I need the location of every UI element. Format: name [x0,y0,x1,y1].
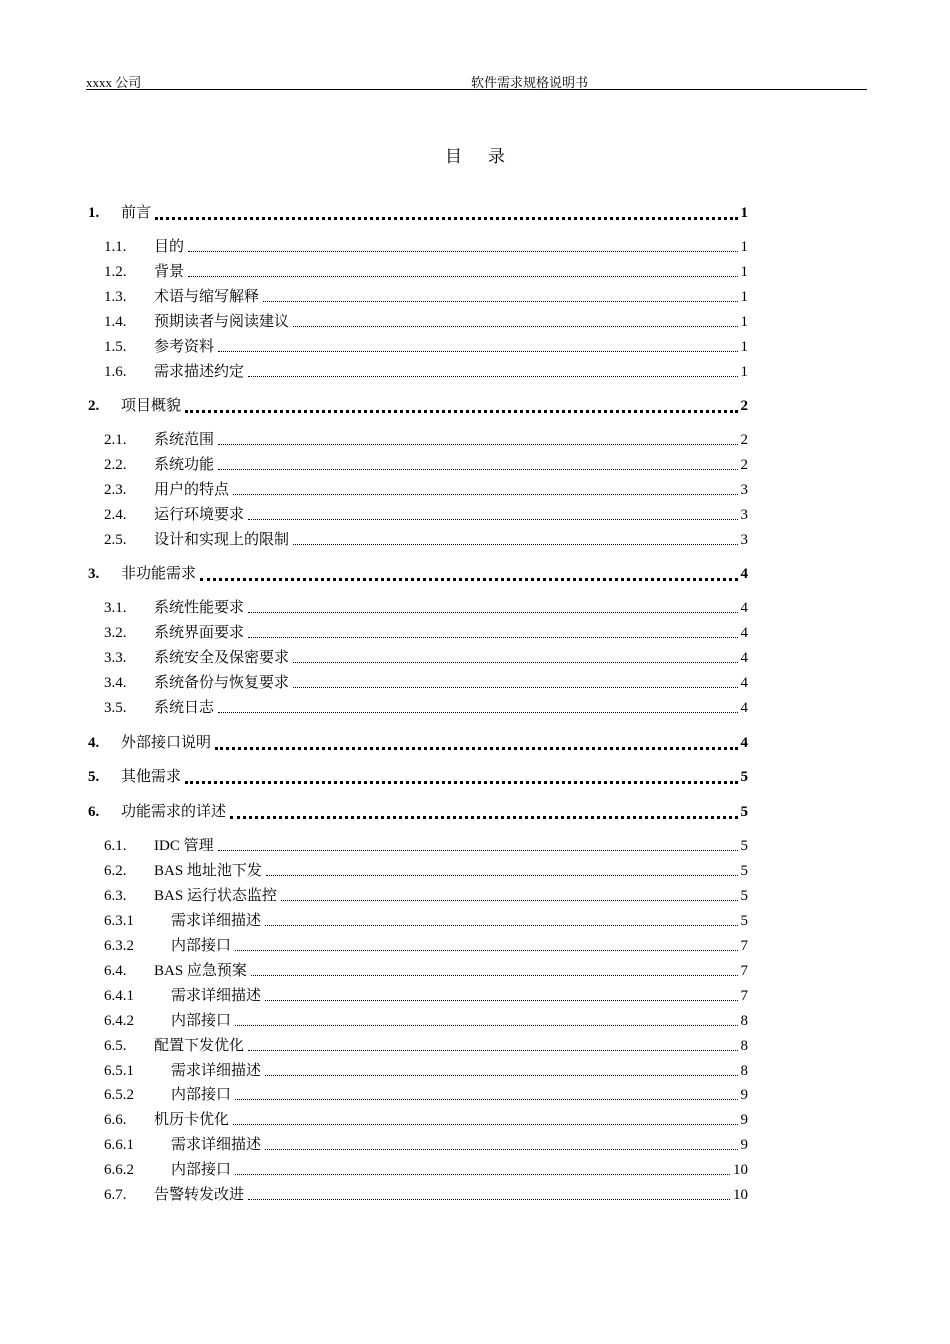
toc-entry-label: 系统备份与恢复要求 [154,675,290,691]
toc-dot-leader [235,1017,737,1026]
toc-entry[interactable] [0,961,950,981]
toc-dot-leader [293,536,737,545]
toc-entry-number: 1.3. [104,289,127,305]
toc-entry-label: 内部接口 [171,1013,232,1029]
toc-dot-leader [235,1091,737,1100]
toc-entry-label: 内部接口 [171,1162,232,1178]
toc-entry-number: 6.3.1 [104,913,134,929]
toc-entry-page: 2 [740,432,748,448]
toc-entry-page: 1 [740,205,748,221]
toc-entry-number: 6.5. [104,1038,127,1054]
toc-entry[interactable] [0,802,950,822]
toc-entry-label: 配置下发优化 [154,1038,245,1054]
toc-entry-number: 3.4. [104,675,127,691]
toc-entry[interactable] [0,480,950,500]
toc-entry[interactable] [0,262,950,282]
toc-entry-label: BAS 地址池下发 [154,863,262,879]
toc-entry-page: 9 [740,1087,748,1103]
toc-entry-page: 3 [740,532,748,548]
toc-entry-page: 4 [740,625,748,641]
toc-entry-number: 2.4. [104,507,127,523]
toc-entry-label: 设计和实现上的限制 [154,532,290,548]
toc-entry-page: 5 [740,913,748,929]
toc-entry[interactable] [0,1011,950,1031]
toc-entry-number: 6. [88,804,100,820]
toc-dot-leader [251,967,738,976]
toc-dot-leader [248,629,737,638]
toc-entry-number: 6.4. [104,963,127,979]
toc-entry-page: 2 [740,457,748,473]
toc-dot-leader [218,842,738,851]
toc-entry[interactable] [0,1061,950,1081]
toc-entry[interactable] [0,648,950,668]
toc-entry-label: 需求详细描述 [171,1137,262,1153]
company-name: xxxx 公司 [86,75,142,90]
toc-entry-label: 用户的特点 [154,482,230,498]
toc-entry-number: 2.3. [104,482,127,498]
toc-dot-leader [235,1166,730,1175]
toc-entry[interactable] [0,505,950,525]
toc-entry[interactable] [0,623,950,643]
toc-dot-leader [155,209,737,220]
toc-entry-label: 系统界面要求 [154,625,245,641]
toc-entry-page: 3 [740,507,748,523]
toc-dot-leader [188,268,737,277]
toc-entry-page: 3 [740,482,748,498]
toc-dot-leader [263,293,737,302]
toc-entry-number: 6.3.2 [104,938,134,954]
toc-dot-leader [265,992,737,1001]
toc-entry-label: 需求详细描述 [171,913,262,929]
toc-entry-number: 2. [88,398,100,414]
toc-entry[interactable] [0,530,950,550]
toc-entry-label: 项目概貌 [121,398,182,414]
toc-entry-number: 3.1. [104,600,127,616]
toc-entry-page: 1 [740,289,748,305]
toc-entry-page: 10 [733,1187,748,1203]
toc-entry[interactable] [0,986,950,1006]
toc-entry-page: 2 [740,398,748,414]
toc-entry-number: 3.5. [104,700,127,716]
toc-entry-label: 告警转发改进 [154,1187,245,1203]
toc-entry-number: 6.4.2 [104,1013,134,1029]
toc-dot-leader [265,1141,737,1150]
toc-entry-label: 系统安全及保密要求 [154,650,290,666]
toc-dot-leader [235,942,737,951]
toc-entry-page: 5 [740,863,748,879]
toc-dot-leader [200,570,737,581]
toc-entry-page: 4 [740,735,748,751]
toc-dot-leader [248,368,737,377]
toc-entry-page: 8 [740,1013,748,1029]
toc-entry-page: 10 [733,1162,748,1178]
toc-entry-number: 1.1. [104,239,127,255]
toc-dot-leader [265,917,737,926]
toc-entry-page: 9 [740,1112,748,1128]
toc-entry-label: 系统范围 [154,432,215,448]
toc-entry-page: 8 [740,1038,748,1054]
toc-entry-label: 参考资料 [154,339,215,355]
toc-entry[interactable] [0,203,950,223]
toc-entry-page: 5 [740,888,748,904]
toc-entry-page: 4 [740,700,748,716]
toc-entry[interactable] [0,886,950,906]
toc-entry-number: 1.4. [104,314,127,330]
toc-dot-leader [230,808,737,819]
toc-dot-leader [293,679,737,688]
toc-dot-leader [266,867,738,876]
toc-entry[interactable] [0,767,950,787]
toc-entry-label: 功能需求的详述 [121,804,227,820]
toc-entry[interactable] [0,598,950,618]
toc-entry-number: 3. [88,566,100,582]
toc-entry-number: 6.1. [104,838,127,854]
toc-entry[interactable] [0,1110,950,1130]
toc-entry-label: 非功能需求 [121,566,197,582]
toc-entry-number: 4. [88,735,100,751]
toc-entry-page: 1 [740,239,748,255]
toc-dot-leader [248,511,737,520]
toc-entry-number: 3.3. [104,650,127,666]
toc-entry-page: 5 [740,838,748,854]
toc-entry[interactable] [0,396,950,416]
toc-entry-page: 1 [740,314,748,330]
toc-entry[interactable] [0,362,950,382]
toc-dot-leader [233,486,737,495]
toc-entry-number: 3.2. [104,625,127,641]
toc-entry-label: 预期读者与阅读建议 [154,314,290,330]
toc-entry[interactable] [0,911,950,931]
toc-entry-label: 系统日志 [154,700,215,716]
toc-entry[interactable] [0,312,950,332]
toc-entry[interactable] [0,936,950,956]
toc-dot-leader [218,436,737,445]
toc-entry-number: 6.2. [104,863,127,879]
toc-entry-number: 5. [88,769,100,785]
toc-entry[interactable] [0,287,950,307]
toc-entry-page: 4 [740,566,748,582]
toc-dot-leader [185,402,737,413]
toc-entry[interactable] [0,337,950,357]
toc-entry-number: 2.2. [104,457,127,473]
toc-entry-label: 机历卡优化 [154,1112,230,1128]
toc-entry-number: 6.5.2 [104,1087,134,1103]
toc-entry-number: 2.5. [104,532,127,548]
toc-entry-number: 6.6.2 [104,1162,134,1178]
toc-entry-number: 6.7. [104,1187,127,1203]
toc-entry-page: 4 [740,675,748,691]
toc-entry[interactable] [0,564,950,584]
toc-entry-page: 1 [740,364,748,380]
toc-entry-label: 其他需求 [121,769,182,785]
toc-entry-number: 1. [88,205,100,221]
toc-entry-label: 系统性能要求 [154,600,245,616]
toc-entry-page: 5 [740,769,748,785]
toc-dot-leader [215,739,737,750]
toc-entry-number: 6.5.1 [104,1063,134,1079]
toc-dot-leader [218,343,737,352]
toc-entry-label: 前言 [121,205,152,221]
toc-entry[interactable] [0,1085,950,1105]
toc-dot-leader [293,654,737,663]
toc-dot-leader [248,1191,730,1200]
toc-dot-leader [218,704,737,713]
toc-entry-page: 7 [740,988,748,1004]
toc-entry-number: 6.4.1 [104,988,134,1004]
toc-entry-page: 9 [740,1137,748,1153]
toc-entry[interactable] [0,455,950,475]
toc-entry-number: 1.2. [104,264,127,280]
toc-dot-leader [265,1067,737,1076]
toc-entry-page: 7 [740,938,748,954]
toc-entry[interactable] [0,698,950,718]
toc-entry-label: 术语与缩写解释 [154,289,260,305]
toc-entry-page: 5 [740,804,748,820]
toc-entry-label: BAS 应急预案 [154,963,247,979]
toc-entry-number: 6.6.1 [104,1137,134,1153]
toc-dot-leader [218,461,737,470]
toc-entry-page: 4 [740,600,748,616]
document-title: 软件需求规格说明书 [471,75,589,90]
toc-entry[interactable] [0,673,950,693]
toc-entry-number: 1.5. [104,339,127,355]
toc-entry[interactable] [0,1160,950,1180]
toc-entry-label: 背景 [154,264,185,280]
toc-entry-label: 运行环境要求 [154,507,245,523]
toc-dot-leader [281,892,738,901]
toc-entry-label: IDC 管理 [154,838,214,854]
toc-entry-number: 6.6. [104,1112,127,1128]
toc-entry[interactable] [0,836,950,856]
toc-entry-label: 需求详细描述 [171,1063,262,1079]
toc-entry-label: 需求详细描述 [171,988,262,1004]
toc-entry[interactable] [0,733,950,753]
toc-entry-page: 8 [740,1063,748,1079]
toc-entry-label: 系统功能 [154,457,215,473]
toc-dot-leader [248,604,737,613]
toc-entry[interactable] [0,1135,950,1155]
toc-entry-label: 需求描述约定 [154,364,245,380]
toc-entry-number: 1.6. [104,364,127,380]
toc-heading: 目录 [445,147,531,166]
toc-entry[interactable] [0,1036,950,1056]
toc-dot-leader [185,773,737,784]
toc-entry-page: 7 [740,963,748,979]
toc-entry[interactable] [0,1185,950,1205]
toc-entry-label: 目的 [154,239,185,255]
page-header [86,70,867,90]
toc-entry-page: 1 [740,264,748,280]
toc-entry-number: 2.1. [104,432,127,448]
toc-entry-label: 内部接口 [171,938,232,954]
toc-entry[interactable] [0,430,950,450]
toc-dot-leader [188,243,737,252]
toc-dot-leader [233,1116,737,1125]
toc-dot-leader [293,318,737,327]
toc-entry-label: 内部接口 [171,1087,232,1103]
toc-entry-page: 1 [740,339,748,355]
toc-entry-page: 4 [740,650,748,666]
toc-entry[interactable] [0,861,950,881]
toc-entry[interactable] [0,237,950,257]
toc-dot-leader [248,1042,737,1051]
toc-entry-label: BAS 运行状态监控 [154,888,277,904]
toc-entry-number: 6.3. [104,888,127,904]
toc-entry-label: 外部接口说明 [121,735,212,751]
